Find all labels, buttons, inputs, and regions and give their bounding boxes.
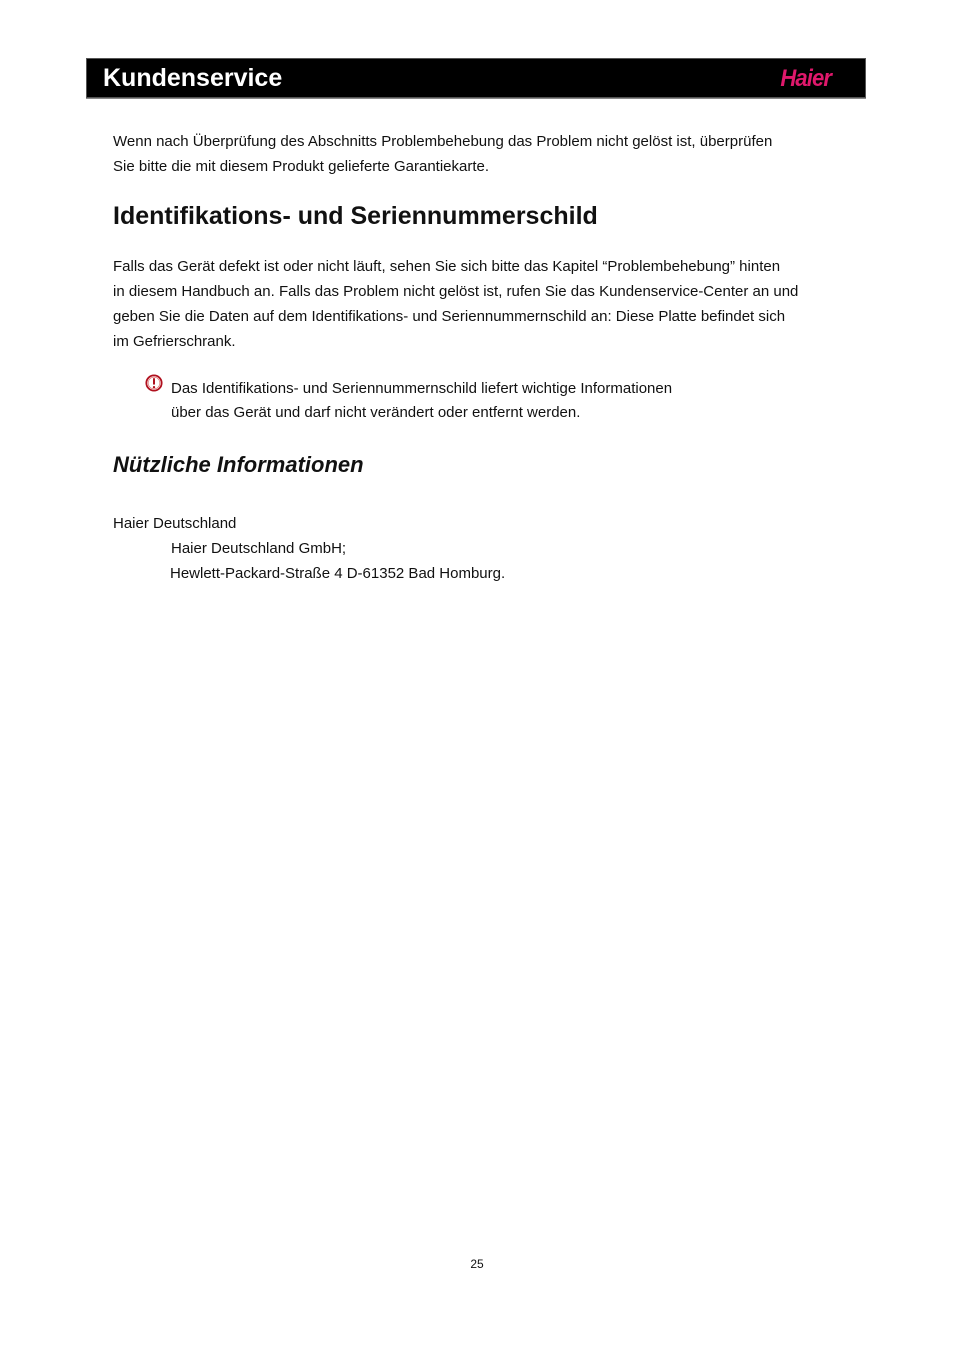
company-name: Haier Deutschland GmbH; [171,540,347,557]
company-address: Hewlett-Packard-Straße 4 D-61352 Bad Homburg. [170,565,506,582]
note-line-2: über das Gerät und darf nicht verändert oder entfernt werden. [171,404,581,421]
warning-icon [145,374,163,392]
company-label: Haier Deutschland [113,515,237,532]
note-line-1: Das Identifikations- und Seriennummernschild liefert wichtige Informationen [171,380,673,397]
page-title: Kundenservice [103,64,283,92]
section1-line-3: geben Sie die Daten auf dem Identifikations- und Seriennummernschild an: Diese Platte befindet sich [113,308,786,325]
intro-line-2: Sie bitte die mit diesem Produkt gelieferte Garantiekarte. [113,158,490,175]
section1-line-4: im Gefrierschrank. [113,333,236,350]
header-bar [86,58,866,98]
section1-line-1: Falls das Gerät defekt ist oder nicht läuft, sehen Sie sich bitte das Kapitel “Problembehebung” hinten [113,258,781,275]
page-number: 25 [470,1257,484,1271]
section-heading-useful-info: Nützliche Informationen [113,452,364,477]
intro-line-1: Wenn nach Überprüfung des Abschnitts Problembehebung das Problem nicht gelöst ist, überprüfen [113,133,773,150]
brand-logo: Haier [780,65,831,92]
section-heading-identification: Identifikations- und Seriennummerschild [113,202,598,230]
section1-line-2: in diesem Handbuch an. Falls das Problem nicht gelöst ist, rufen Sie das Kundenservice-Center an und [113,283,799,300]
